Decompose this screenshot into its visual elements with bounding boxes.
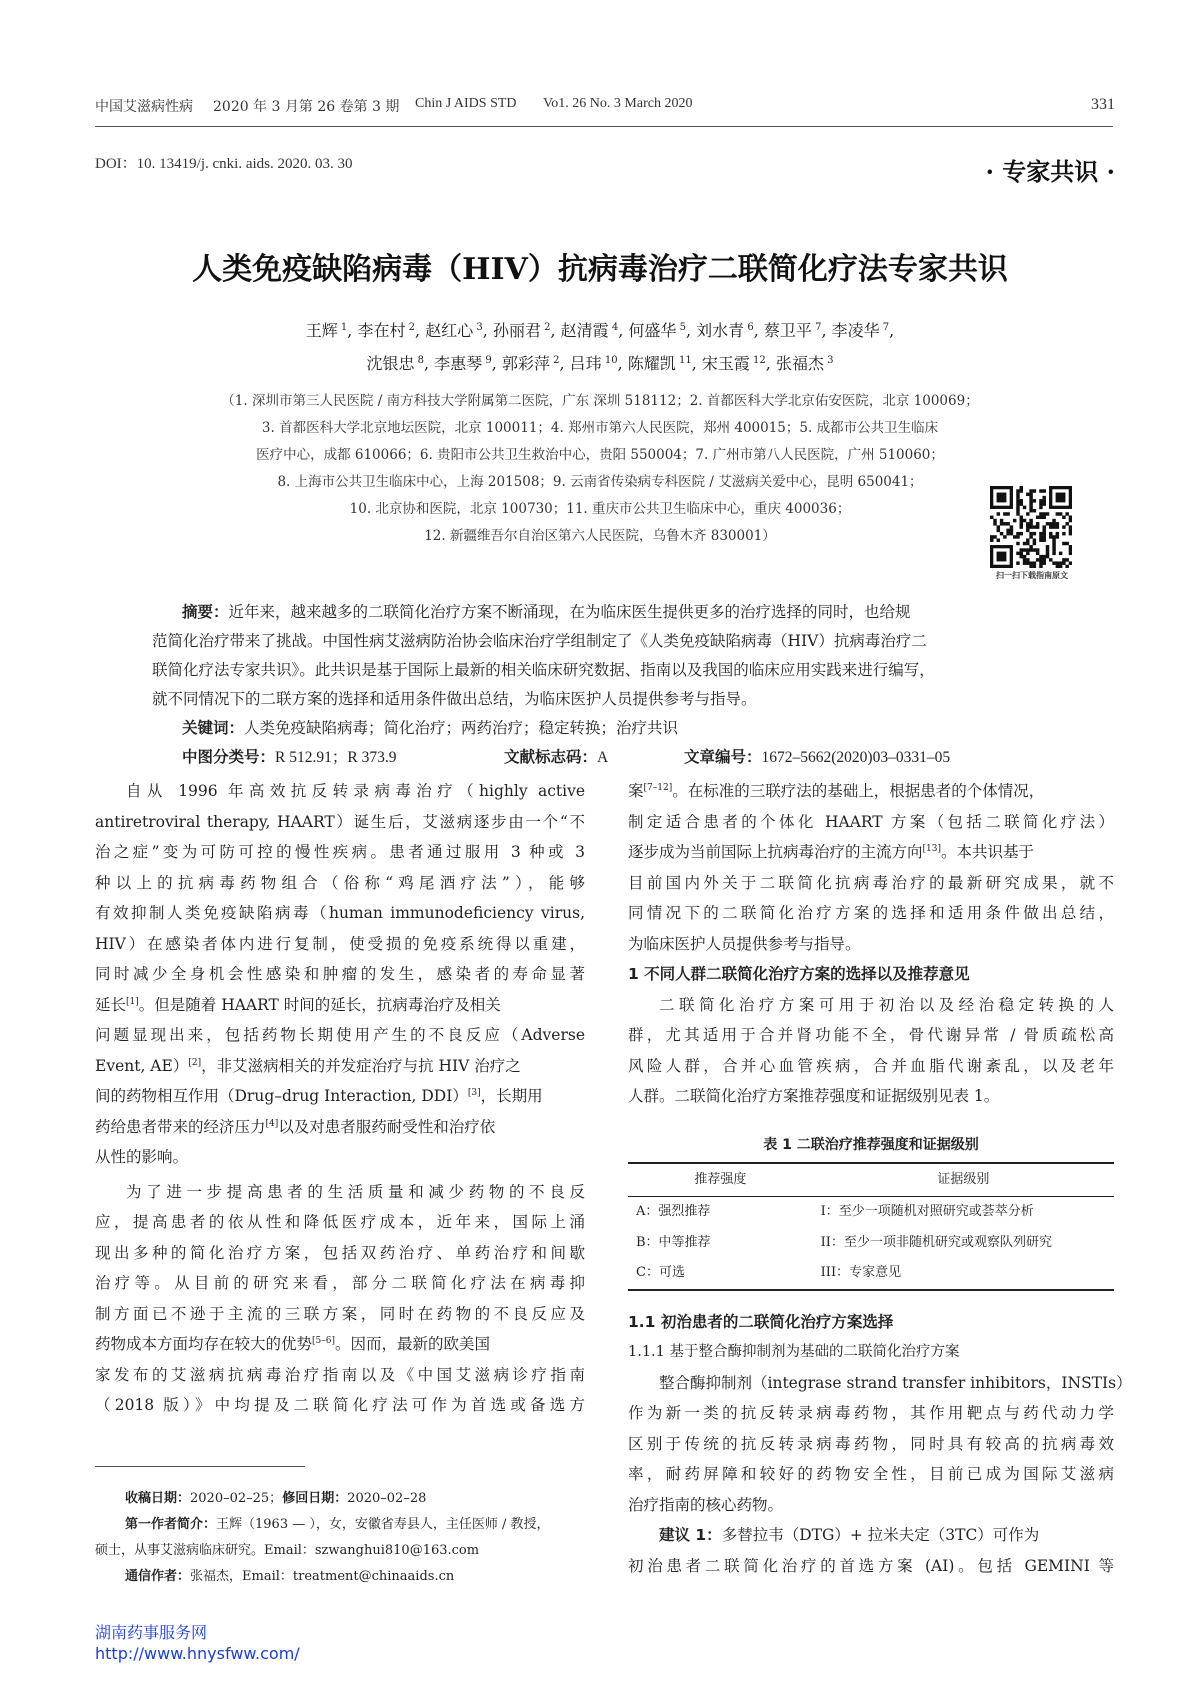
table-cell: B：中等推荐 <box>636 1234 711 1250</box>
abstract-label: 摘要： <box>182 603 229 621</box>
text-line: 种以上的抗病毒药物组合（俗称“鸡尾酒疗法”），能够 <box>95 873 585 892</box>
footnote-rule <box>95 1466 305 1467</box>
text-line: 自从 1996 年高效抗反转录病毒治疗（highly active <box>126 782 585 800</box>
text-line: 治疗指南的核心药物。 <box>628 1495 784 1514</box>
affiliations <box>150 388 1050 550</box>
text-line: 二联简化治疗方案可用于初治以及经治稳定转换的人 <box>659 995 1114 1014</box>
text-line: 案[7–12]。在标准的三联疗法的基础上，根据患者的个体情况， <box>628 782 1045 800</box>
table-caption: 表 1 二联治疗推荐强度和证据级别 <box>763 1136 979 1153</box>
author-name: 陈耀凯 <box>627 354 676 373</box>
text-line: 整合酶抑制剂（integrase strand transfer inhibitors，INSTIs） <box>659 1373 1132 1392</box>
text-line: 治之症”变为可防可控的慢性疾病。患者通过服用 3 种或 3 <box>95 843 585 861</box>
text-line: 同时减少全身机会性感染和肿瘤的发生，感染者的寿命显著 <box>95 965 585 983</box>
text-line: 群，尤其适用于合并肾功能不全，骨代谢异常 / 骨质疏松高 <box>628 1026 1114 1044</box>
running-header <box>95 96 1115 120</box>
author-name: 王辉 <box>305 321 338 340</box>
abstract-text: 近年来，越来越多的二联简化治疗方案不断涌现，在为临床医生提供更多的治疗选择的同时，也给规 <box>228 603 911 621</box>
affiliation-marker: 2 <box>549 355 560 366</box>
citation: [5–6] <box>312 1336 335 1346</box>
affiliation-line: 10. 北京协和医院，北京 100730；11. 重庆市公共卫生临床中心，重庆 400036； <box>349 501 851 517</box>
author-name: 刘水青 <box>696 321 745 340</box>
footnotes <box>95 1486 595 1590</box>
author-name: 蔡卫平 <box>763 321 812 340</box>
affiliation-line: 12. 新疆维吾尔自治区第六人民医院，乌鲁木齐 830001） <box>424 528 776 544</box>
qr-code-icon[interactable] <box>990 486 1072 568</box>
watermark-name: 湖南药事服务网 <box>95 1623 208 1642</box>
table-row <box>628 1197 1114 1228</box>
page-number: 331 <box>1091 96 1115 113</box>
text-line: 治疗等。从目前的研究来看，部分二联简化疗法在病毒抑 <box>95 1274 585 1292</box>
affiliation-marker: 9 <box>482 355 492 366</box>
author-name: 宋玉霞 <box>701 354 750 373</box>
affiliation-marker: 1 <box>337 322 348 333</box>
text-line: HIV）在感染者体内进行复制，使受损的免疫系统得以重建， <box>95 934 585 953</box>
classification-line <box>152 743 1052 772</box>
affiliation-marker: 3 <box>823 355 834 366</box>
keywords-label: 关键词： <box>182 719 245 737</box>
text-line: 从性的影响。 <box>95 1148 189 1166</box>
text-line: 为临床医护人员提供参考与指导。 <box>628 934 861 953</box>
journal-name-en: Chin J AIDS STD <box>415 96 517 111</box>
issue-cn: 2020 年 3 月第 26 卷第 3 期 <box>213 99 400 115</box>
text-line: 问题显现出来，包括药物长期使用产生的不良反应（Adverse <box>95 1026 585 1044</box>
text-line: 风险人群，合并心血管疾病，合并血脂代谢紊乱，以及老年 <box>628 1056 1114 1075</box>
first-author-line: 第一作者简介：王辉（1963 — ），女，安徽省寿县人，主任医师 / 教授， <box>125 1517 550 1532</box>
text-line: Event, AE）[2]，非艾滋病相关的并发症治疗与抗 HIV 治疗之 <box>95 1056 521 1075</box>
text-line: 制定适合患者的个体化 HAART 方案（包括二联简化疗法） <box>628 812 1114 831</box>
affiliation-line: （1. 深圳市第三人民医院 / 南方科技大学附属第二医院，广东 深圳 518112；2. 首都医科大学北京佑安医院，北京 100069； <box>221 393 979 409</box>
keywords-line <box>152 714 1052 743</box>
text-line: antiretroviral therapy, HAART）诞生后，艾滋病逐步由一个“不 <box>95 812 585 831</box>
text-line: 同情况下的二联简化治疗方案的选择和适用条件做出总结， <box>628 904 1114 922</box>
abstract-line <box>152 598 1052 627</box>
clc-label: 中图分类号： <box>182 748 276 766</box>
abstract-line: 范简化治疗带来了挑战。中国性病艾滋病防治协会临床治疗学组制定了《人类免疫缺陷病毒（HIV）抗病毒治疗二 <box>152 632 927 650</box>
affiliation-marker: 2 <box>540 322 551 333</box>
citation: [7–12] <box>643 783 673 793</box>
watermark[interactable] <box>95 1622 300 1664</box>
text-line: 率，耐药屏障和较好的药物安全性，目前已成为国际艾滋病 <box>628 1465 1114 1483</box>
article-title: 人类免疫缺陷病毒（HIV）抗病毒治疗二联简化疗法专家共识 <box>192 252 1008 287</box>
abstract-line: 就不同情况下的二联方案的选择和适用条件做出总结，为临床医护人员提供参考与指导。 <box>152 690 757 708</box>
evidence-table <box>628 1162 1114 1291</box>
author-name: 孙丽君 <box>492 321 541 340</box>
qr-caption: 扫一扫下载指南原文 <box>996 570 1068 580</box>
table-row <box>628 1258 1114 1290</box>
header-rule <box>95 126 1113 127</box>
section-tag: · 专家共识 · <box>985 157 1115 186</box>
section-heading-1-1-1: 1.1.1 基于整合酶抑制剂为基础的二联简化治疗方案 <box>628 1344 960 1360</box>
article-no-label: 文章编号： <box>684 748 762 766</box>
article-no: 1672–5662(2020)03–0331–05 <box>761 749 951 766</box>
author-name: 吕玮 <box>569 354 602 373</box>
affiliation-marker: 3 <box>473 322 483 333</box>
watermark-url[interactable]: http://www.hnysfww.com/ <box>95 1644 300 1663</box>
text-line: 应，提高患者的依从性和降低医疗成本，近年来，国际上涌 <box>95 1213 585 1231</box>
text-line: 制方面已不逊于主流的三联方案，同时在药物的不良反应及 <box>95 1304 585 1323</box>
citation: [1] <box>126 996 139 1007</box>
table-1 <box>628 1128 1114 1291</box>
affiliation-line: 3. 首都医科大学北京地坛医院，北京 100011；4. 郑州市第六人民医院，郑州 400015；5. 成都市公共卫生临床 <box>261 420 939 436</box>
text-line: 为了进一步提高患者的生活质量和减少药物的不良反 <box>126 1182 585 1201</box>
author-name: 李惠琴 <box>434 354 483 373</box>
table-cell: I：至少一项随机对照研究或荟萃分析 <box>820 1204 1034 1219</box>
first-author-line-2: 硕士，从事艾滋病临床研究。Email：szwanghui810@163.com <box>95 1543 480 1558</box>
citation: [4] <box>265 1118 279 1129</box>
author-line-2: 沈银忠 $^8$, 李惠琴 $^9$, 郭彩萍 $^2$, 吕玮 $^{10}$, 陈耀凯 $^{11}$, 宋玉霞 $^{12}$, 张福杰 $^3$ <box>366 354 834 373</box>
doi: DOI：10. 13419/j. cnki. aids. 2020. 03. 30 <box>95 156 353 172</box>
affiliation-marker: 8 <box>414 355 425 366</box>
text-line: 延长[1]。但是随着 HAART 时间的延长，抗病毒治疗及相关 <box>95 995 501 1014</box>
text-line: 逐步成为当前国际上抗病毒治疗的主流方向[13]。本共识基于 <box>628 843 1035 861</box>
section-heading-1-1: 1.1 初治患者的二联简化治疗方案选择 <box>628 1312 894 1331</box>
table-cell: A：强烈推荐 <box>636 1204 711 1219</box>
table-header: 推荐强度 <box>628 1163 813 1197</box>
table-header: 证据级别 <box>813 1163 1114 1197</box>
affiliation-marker: 10 <box>601 355 618 366</box>
affiliation-line: 医疗中心，成都 610066；6. 贵阳市公共卫生救治中心，贵阳 550004；7. 广州市第八人民医院，广州 510060； <box>256 447 944 463</box>
affiliation-marker: 11 <box>675 355 692 366</box>
section-heading-1: 1 不同人群二联简化治疗方案的选择以及推荐意见 <box>628 965 970 983</box>
table-cell: II：至少一项非随机研究或观察队列研究 <box>820 1234 1052 1250</box>
author-line-1: 王辉 $^1$, 李在村 $^2$, 赵红心 $^3$, 孙丽君 $^2$, 赵清霞 $^4$, 何盛华 $^5$, 刘水青 $^6$, 蔡卫平 $^7$, 李凌华 $^7$, <box>305 321 895 340</box>
affiliation-marker: 4 <box>608 322 619 333</box>
text-line: 药给患者带来的经济压力[4]以及对患者服药耐受性和治疗依 <box>95 1117 496 1136</box>
table-cell: C：可选 <box>628 1258 813 1290</box>
table-header-row <box>628 1163 1114 1197</box>
author-name: 赵清霞 <box>560 321 609 340</box>
author-name: 李在村 <box>357 321 406 340</box>
author-name: 李凌华 <box>831 321 880 340</box>
text-line: 有效抑制人类免疫缺陷病毒（human immunodeficiency virus, <box>95 904 585 922</box>
doc-code: A <box>597 749 609 766</box>
journal-name-cn: 中国艾滋病性病 <box>95 99 193 115</box>
received-line: 收稿日期：2020–02–25；修回日期：2020–02–28 <box>125 1491 427 1506</box>
keywords: 人类免疫缺陷病毒；简化治疗；两药治疗；稳定转换；治疗共识 <box>244 719 679 737</box>
affiliation-marker: 2 <box>405 322 416 333</box>
author-name: 张福杰 <box>775 354 824 373</box>
text-line: 初治患者二联简化治疗的首选方案 (AI)。包括 GEMINI 等 <box>628 1556 1114 1575</box>
author-name: 沈银忠 <box>366 354 415 373</box>
affiliation-marker: 7 <box>811 322 822 333</box>
text-line: 区别于传统的抗反转录病毒药物，同时具有较高的抗病毒效 <box>628 1434 1114 1453</box>
author-name: 何盛华 <box>628 321 677 340</box>
affiliation-marker: 6 <box>744 322 754 333</box>
clc-code: R 512.91；R 373.9 <box>275 749 397 766</box>
text-line: 作为新一类的抗反转录病毒药物，其作用靶点与药代动力学 <box>628 1404 1114 1422</box>
table-row <box>628 1228 1114 1259</box>
citation: [13] <box>922 844 941 854</box>
doc-code-label: 文献标志码： <box>504 748 598 766</box>
body-right-column <box>628 776 1132 1581</box>
abstract-line: 联简化疗法专家共识》。此共识是基于国际上最新的相关临床研究数据、指南以及我国的临床应用实践来进行编写， <box>152 661 935 679</box>
author-name: 郭彩萍 <box>501 354 550 373</box>
text-line: 药物成本方面均存在较大的优势[5–6]。因而，最新的欧美国 <box>95 1335 491 1353</box>
affiliation-marker: 7 <box>879 322 890 333</box>
recommendation-label: 建议 1： <box>659 1526 722 1544</box>
affiliation-line: 8. 上海市公共卫生临床中心，上海 201508；9. 云南省传染病专科医院 / 艾滋病关爱中心，昆明 650041； <box>277 474 923 490</box>
text-line: 人群。二联简化治疗方案推荐强度和证据级别见表 1。 <box>628 1087 1000 1105</box>
body-left-column <box>95 776 585 1421</box>
text-line: 间的药物相互作用（Drug–drug Interaction, DDI）[3]，长期用 <box>95 1087 543 1105</box>
text-line: （2018 版）》中均提及二联简化疗法可作为首选或备选方 <box>95 1396 585 1414</box>
text-line: 现出多种的简化治疗方案，包括双药治疗、单药治疗和间歇 <box>95 1243 585 1262</box>
affiliation-marker: 5 <box>676 322 686 333</box>
table-cell: III：专家意见 <box>813 1258 1114 1290</box>
abstract <box>152 598 1052 772</box>
text-line: 目前国内外关于二联简化抗病毒治疗的最新研究成果，就不 <box>628 873 1114 892</box>
author-list <box>150 314 1050 380</box>
issue-en: Vo1. 26 No. 3 March 2020 <box>543 96 693 111</box>
recommendation-line: 建议 1：多替拉韦（DTG）+ 拉米夫定（3TC）可作为 <box>659 1526 1040 1544</box>
author-name: 赵红心 <box>425 321 474 340</box>
citation: [2] <box>188 1057 202 1068</box>
affiliation-marker: 12 <box>749 355 766 366</box>
text-line: 家发布的艾滋病抗病毒治疗指南以及《中国艾滋病诊疗指南 <box>95 1365 585 1384</box>
citation: [3] <box>467 1088 481 1098</box>
corresponding-author-line: 通信作者：张福杰，Email：treatment@chinaaids.cn <box>125 1569 455 1584</box>
